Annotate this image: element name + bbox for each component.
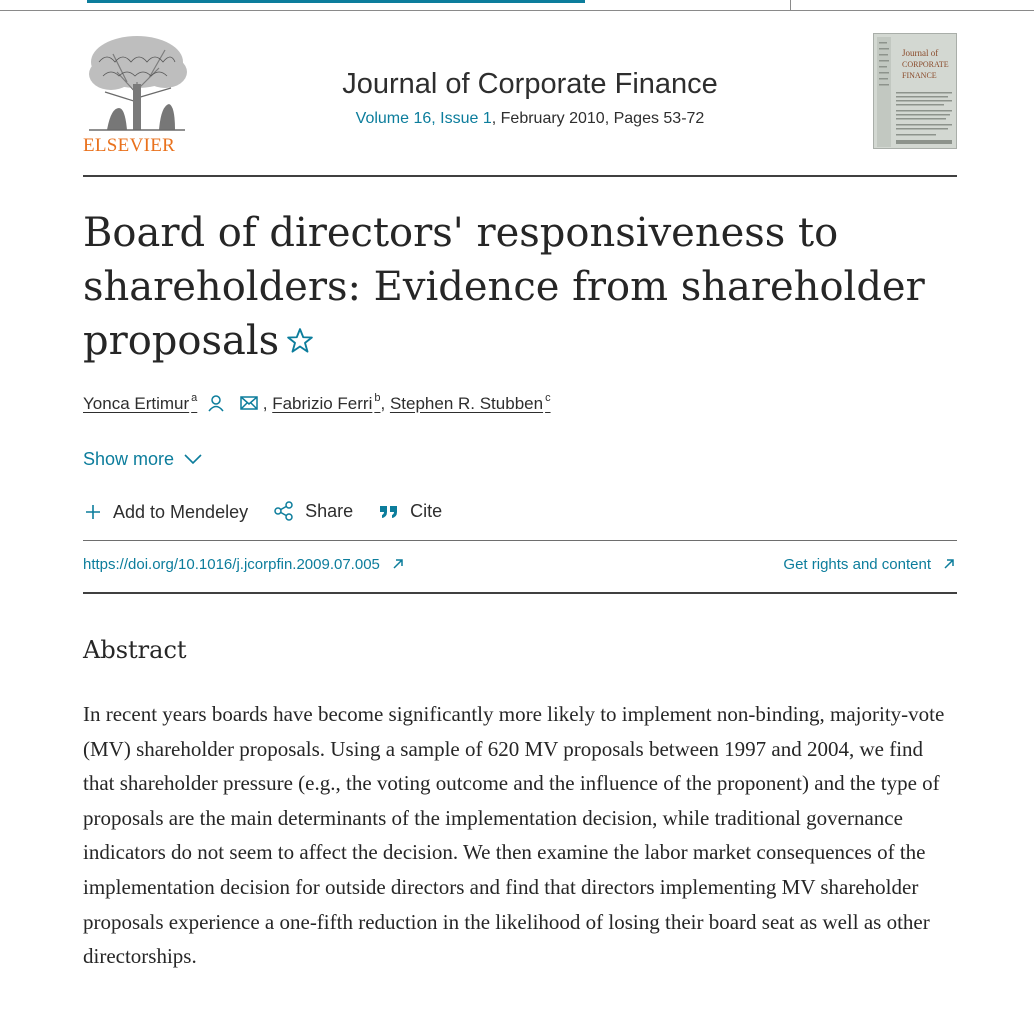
cover-title-line3: FINANCE	[902, 71, 937, 80]
author-name: Fabrizio Ferri	[272, 394, 373, 413]
affiliation-mark: c	[545, 392, 551, 404]
author-link[interactable]	[272, 394, 380, 413]
elsevier-wordmark: ELSEVIER	[83, 135, 176, 156]
journal-header	[83, 30, 957, 176]
journal-cover-image	[874, 34, 957, 149]
plus-icon	[83, 502, 103, 522]
author-list	[83, 392, 551, 418]
journal-cover-thumbnail[interactable]	[873, 33, 957, 149]
abstract-text: In recent years boards have become significantly more likely to implement non-binding, majority-vote (MV) shareholder proposals. Using a sample of 620 MV proposals between 1997 and 2004, we find that shareholder pressure (e.g., the voting outcome and the influence of the proponent) and the type of proposals are the main determinants of the implementation decision, while traditional governance indicators do not seem to affect the decision. We then examine the labor market consequences of the implementation decision for outside directors and find that directors implementing MV shareholder proposals experience a one-fifth reduction in the likelihood of losing their board seat as well as other directorships.	[83, 702, 945, 969]
share-label: Share	[305, 500, 354, 521]
article-title-text: Board of directors' responsiveness to shareholders: Evidence from shareholder proposals	[83, 210, 925, 364]
volume-issue-link[interactable]: Volume 16, Issue 1	[355, 110, 492, 127]
date-pages: , February 2010, Pages 53-72	[491, 110, 705, 127]
chevron-down-icon	[182, 448, 204, 470]
cite-button[interactable]	[378, 500, 442, 522]
journal-meta	[283, 110, 777, 128]
add-to-mendeley-label: Add to Mendeley	[113, 501, 249, 522]
doi-text: https://doi.org/10.1016/j.jcorpfin.2009.07.005	[83, 556, 380, 573]
quote-icon	[378, 500, 400, 522]
doi-divider-top	[83, 540, 957, 541]
top-bar	[0, 0, 1034, 12]
author-separator: ,	[380, 394, 386, 413]
add-to-mendeley-button[interactable]	[83, 502, 248, 523]
top-divider	[0, 10, 1034, 11]
external-link-icon	[390, 556, 406, 572]
journal-info	[283, 68, 777, 128]
article-actions	[83, 500, 462, 527]
cover-title-line2: CORPORATE	[902, 60, 949, 69]
doi-link[interactable]	[83, 556, 406, 573]
elsevier-logo[interactable]	[83, 32, 191, 154]
affiliation-mark: b	[374, 392, 381, 404]
show-more-button[interactable]	[83, 448, 204, 470]
reading-progress-bar	[87, 0, 585, 3]
get-rights-text: Get rights and content	[783, 556, 931, 573]
article-title	[83, 206, 953, 370]
author-link[interactable]	[390, 394, 551, 413]
share-icon	[273, 500, 295, 522]
author-name: Yonca Ertimur	[83, 394, 190, 413]
envelope-icon[interactable]	[239, 393, 259, 418]
elsevier-tree-icon	[83, 32, 191, 132]
cite-label: Cite	[410, 500, 443, 521]
star-icon[interactable]	[285, 316, 315, 370]
author-link[interactable]	[83, 394, 197, 413]
get-rights-link[interactable]	[783, 556, 957, 573]
affiliation-mark: a	[191, 392, 198, 404]
share-button[interactable]	[273, 500, 353, 522]
header-divider	[83, 175, 957, 177]
journal-title-link[interactable]: Journal of Corporate Finance	[342, 68, 718, 100]
author-separator: ,	[262, 394, 268, 413]
show-more-label: Show more	[83, 449, 175, 469]
top-vertical-separator	[790, 0, 791, 11]
abstract-heading: Abstract	[83, 636, 187, 664]
external-link-icon	[941, 556, 957, 572]
person-icon[interactable]	[206, 393, 226, 418]
doi-divider-bottom	[83, 592, 957, 594]
author-name: Stephen R. Stubben	[389, 394, 544, 413]
cover-title-line1: Journal of	[902, 48, 939, 58]
